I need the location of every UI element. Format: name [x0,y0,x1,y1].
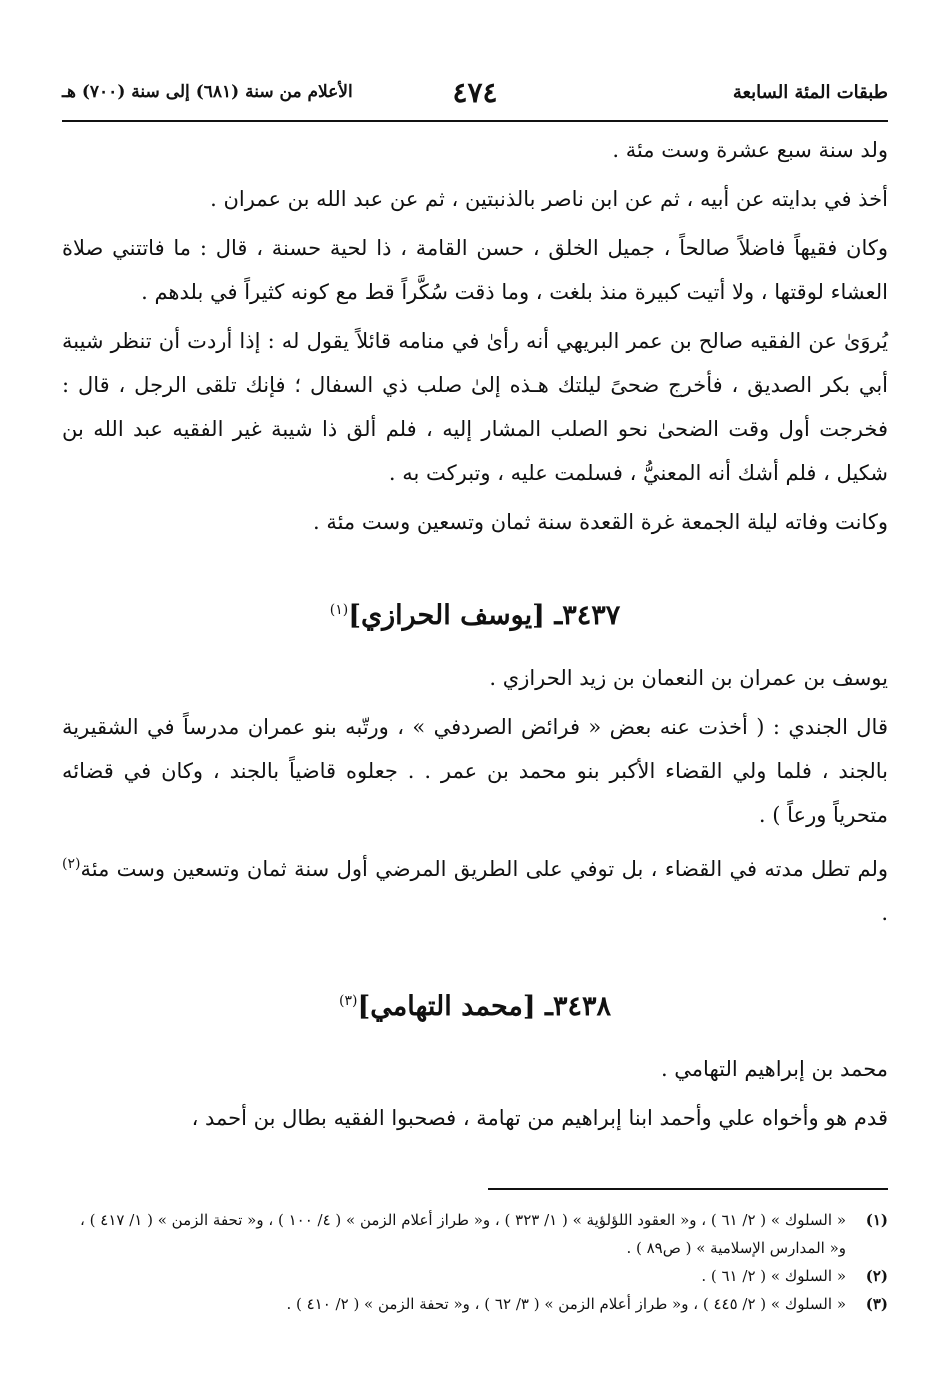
paragraph: ولد سنة سبع عشرة وست مئة . [612,138,888,162]
entry-heading-text: ٣٤٣٨ـ [محمد التهامي] [357,991,611,1022]
paragraph: قال الجندي : ( أخذت عنه بعض « فرائض الصردفي » ، ورتّبه بنو عمران مدرساً في الشقيرية بالجند ، فلما ولي القضاء الأكبر بنو محمد بن عمر . . جعلوه قاضياً بالجند ، وكان في قضائه متحرياً ورعاً ) . [62,715,888,827]
footnote-number: (١) [865,1211,888,1229]
footnote-divider [488,1188,888,1190]
paragraph [62,842,888,935]
main-text [62,128,888,1145]
entry-heading-text: ٣٤٣٧ـ [يوسف الحرازي] [348,600,621,631]
paragraph: قدم هو وأخواه علي وأحمد ابنا إبراهيم من تهامة ، فصحبوا الفقيه بطال بن أحمد ، [191,1106,888,1130]
running-header [62,76,888,122]
section-title: طبقات المئة السابعة [732,82,888,103]
footnote [62,1290,888,1318]
page-number: ٤٧٤ [452,76,498,109]
footnote-text: « السلوك » ( ٢/ ٦١ ) . [701,1267,846,1285]
footnote [62,1206,888,1262]
footnotes [62,1206,888,1318]
footnote-ref: (٣) [339,993,358,1009]
paragraph: أخذ في بدايته عن أبيه ، ثم عن ابن ناصر بالذنبتين ، ثم عن عبد الله بن عمران . [210,187,888,211]
footnote-text: « السلوك » ( ٢/ ٤٤٥ ) ، و« طراز أعلام الزمن » ( ٣/ ٦٢ ) ، و« تحفة الزمن » ( ٢/ ٤١٠ ) . [286,1295,846,1313]
paragraph: يُروَىٰ عن الفقيه صالح بن عمر البريهي أنه رأىٰ في منامه قائلاً يقول له : إذا أردت أن تنظر شيبة أبي بكر الصديق ، فأخرج ضحىً ليلتك هـذه إلىٰ صلب ذي السفال ؛ فإنك تلقى الرجل ، قال : فخرجت أول وقت الضحىٰ نحو الصلب المشار إليه ، فلم ألق ذا شيبة غير الفقيه عبد الله بن شكيل ، فلم أشك أنه المعنيُّ ، فسلمت عليه ، وتبركت به . [62,329,888,485]
footnote-ref: (١) [329,602,349,618]
range-title: الأعلام من سنة (٦٨١) إلى سنة (٧٠٠) هـ [62,82,353,102]
paragraph: يوسف بن عمران بن النعمان بن زيد الحرازي . [489,666,888,690]
entry-heading-3437 [62,586,888,640]
footnote-text: « السلوك » ( ٢/ ٦١ ) ، و« العقود اللؤلؤية » ( ١/ ٣٢٣ ) ، و« طراز أعلام الزمن » ( ٤/ ١٠٠ ) ، و« تحفة الزمن » ( ١/ ٤١٧ ) ، و« المدارس الإسلامية » ( ص٨٩ ) . [80,1211,846,1257]
paragraph-text: ولم تطل مدته في القضاء ، بل توفي على الطريق المرضي أول سنة ثمان وتسعين وست مئة [80,857,888,881]
footnote-ref: (٢) [62,856,81,872]
footnote [62,1262,888,1290]
paragraph: وكان فقيهاً فاضلاً صالحاً ، جميل الخلق ، حسن القامة ، ذا لحية حسنة ، قال : ما فاتتني صلاة العشاء لوقتها ، ولا أتيت كبيرة منذ بلغت ، وما ذقت سُكَّراً قط مع كونه كثيراً في بلدهم . [62,236,888,304]
footnote-number: (٢) [865,1267,888,1285]
paragraph: محمد بن إبراهيم التهامي . [660,1057,888,1081]
paragraph: وكانت وفاته ليلة الجمعة غرة القعدة سنة ثمان وتسعين وست مئة . [312,510,888,534]
footnote-number: (٣) [865,1295,888,1313]
paragraph-tail: . [881,901,888,925]
entry-heading-3438 [62,977,888,1031]
